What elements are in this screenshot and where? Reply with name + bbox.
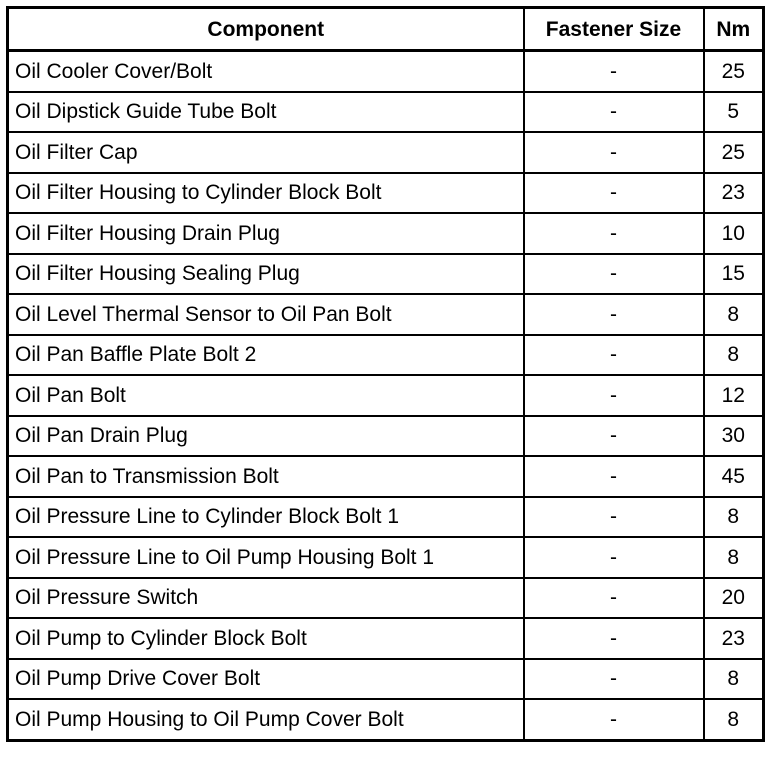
table-row xyxy=(8,375,764,416)
table-row xyxy=(8,213,764,254)
nm-value-cell: 25 xyxy=(704,132,764,173)
fastener-size-cell: - xyxy=(524,659,704,700)
component-cell: Oil Dipstick Guide Tube Bolt xyxy=(8,92,524,133)
fastener-size-cell: - xyxy=(524,497,704,538)
component-cell: Oil Pump to Cylinder Block Bolt xyxy=(8,618,524,659)
header-row xyxy=(8,8,764,51)
fastener-size-cell: - xyxy=(524,132,704,173)
header-fastener-size: Fastener Size xyxy=(524,8,704,51)
nm-value-cell: 20 xyxy=(704,578,764,619)
nm-value-cell: 5 xyxy=(704,92,764,133)
component-cell: Oil Pan Baffle Plate Bolt 2 xyxy=(8,335,524,376)
table-header xyxy=(8,8,764,51)
nm-value-cell: 23 xyxy=(704,173,764,214)
component-cell: Oil Pan Drain Plug xyxy=(8,416,524,457)
table-row xyxy=(8,578,764,619)
nm-value-cell: 8 xyxy=(704,294,764,335)
table-row xyxy=(8,254,764,295)
table-row xyxy=(8,497,764,538)
nm-value-cell: 8 xyxy=(704,497,764,538)
fastener-size-cell: - xyxy=(524,51,704,92)
component-cell: Oil Pump Housing to Oil Pump Cover Bolt xyxy=(8,699,524,740)
table-row xyxy=(8,416,764,457)
component-cell: Oil Pressure Line to Cylinder Block Bolt 1 xyxy=(8,497,524,538)
nm-value-cell: 8 xyxy=(704,335,764,376)
nm-value-cell: 8 xyxy=(704,659,764,700)
table-row xyxy=(8,294,764,335)
component-cell: Oil Pan to Transmission Bolt xyxy=(8,456,524,497)
nm-value-cell: 10 xyxy=(704,213,764,254)
component-cell: Oil Pump Drive Cover Bolt xyxy=(8,659,524,700)
table-row xyxy=(8,92,764,133)
header-nm: Nm xyxy=(704,8,764,51)
table-row xyxy=(8,699,764,740)
nm-value-cell: 30 xyxy=(704,416,764,457)
fastener-size-cell: - xyxy=(524,456,704,497)
table-row xyxy=(8,51,764,92)
fastener-size-cell: - xyxy=(524,537,704,578)
table-row xyxy=(8,456,764,497)
nm-value-cell: 8 xyxy=(704,699,764,740)
fastener-size-cell: - xyxy=(524,578,704,619)
nm-value-cell: 15 xyxy=(704,254,764,295)
fastener-size-cell: - xyxy=(524,294,704,335)
table-row xyxy=(8,132,764,173)
fastener-size-cell: - xyxy=(524,254,704,295)
fastener-size-cell: - xyxy=(524,375,704,416)
table-row xyxy=(8,618,764,659)
component-cell: Oil Pan Bolt xyxy=(8,375,524,416)
component-cell: Oil Pressure Switch xyxy=(8,578,524,619)
component-cell: Oil Filter Housing Drain Plug xyxy=(8,213,524,254)
header-component: Component xyxy=(8,8,524,51)
table-row xyxy=(8,537,764,578)
component-cell: Oil Filter Housing to Cylinder Block Bolt xyxy=(8,173,524,214)
torque-spec-table xyxy=(6,6,765,742)
component-cell: Oil Level Thermal Sensor to Oil Pan Bolt xyxy=(8,294,524,335)
fastener-size-cell: - xyxy=(524,213,704,254)
table-body xyxy=(8,51,764,741)
nm-value-cell: 8 xyxy=(704,537,764,578)
nm-value-cell: 23 xyxy=(704,618,764,659)
table-row xyxy=(8,335,764,376)
component-cell: Oil Filter Cap xyxy=(8,132,524,173)
fastener-size-cell: - xyxy=(524,699,704,740)
fastener-size-cell: - xyxy=(524,416,704,457)
nm-value-cell: 12 xyxy=(704,375,764,416)
fastener-size-cell: - xyxy=(524,335,704,376)
fastener-size-cell: - xyxy=(524,173,704,214)
table-row xyxy=(8,173,764,214)
component-cell: Oil Filter Housing Sealing Plug xyxy=(8,254,524,295)
table-row xyxy=(8,659,764,700)
fastener-size-cell: - xyxy=(524,92,704,133)
component-cell: Oil Cooler Cover/Bolt xyxy=(8,51,524,92)
nm-value-cell: 25 xyxy=(704,51,764,92)
fastener-size-cell: - xyxy=(524,618,704,659)
nm-value-cell: 45 xyxy=(704,456,764,497)
component-cell: Oil Pressure Line to Oil Pump Housing Bolt 1 xyxy=(8,537,524,578)
